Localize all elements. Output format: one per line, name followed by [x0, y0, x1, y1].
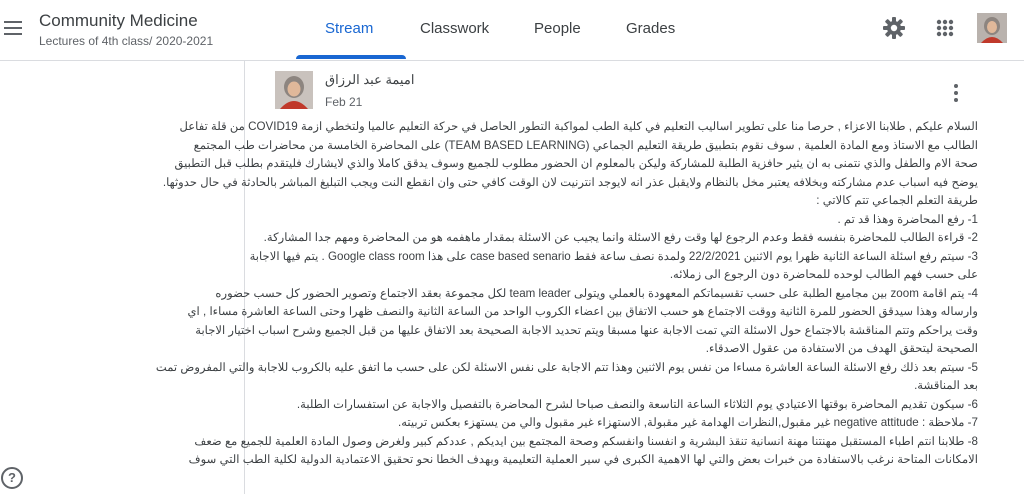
- tab-grades[interactable]: Grades: [626, 20, 676, 37]
- post-line: 4- يتم اقامة zoom بين مجاميع الطلبة على حسب تقسيماتكم المعهودة بالعملي ويتولى team leader لكل مجموعة بعقد الاجتماع وتصوير الحضور كل حسب حضوره: [215, 286, 978, 300]
- post-line: 6- سيكون تقديم المحاضرة بوقتها الاعتيادي يوم الثلاثاء الساعة التاسعة والنصف صباحا لشرح المحاضرة بالتفصيل والاجابة عن استفسارات الطلبة.: [296, 397, 978, 411]
- post-date: Feb 21: [325, 95, 363, 109]
- tab-classwork[interactable]: Classwork: [420, 20, 490, 37]
- more-options-icon[interactable]: [948, 82, 964, 104]
- active-tab-indicator: [296, 55, 406, 59]
- post-line: 5- سيتم بعد ذلك رفع الاسئلة الساعة العاشرة مساءا من نفس يوم الاثنين وهذا تتم الاجابة على نفس الاسئلة لكن على حسب ما اتفق عليه بالكروب للاجابة والتي المفروض تمت: [155, 360, 978, 374]
- post-line: الامكانات المتاحة نرغب بالاستفادة من خبرات بعض والتي لها الاهمية الكبرى في سير العملية التعليمية وبهدف الخطا نحو تحقيق الاعتمادية الدولية لكلية الطب التي سوف: [188, 453, 978, 466]
- post-line: 3- سيتم رفع اسئلة الساعة الثانية ظهرا يوم الاثنين 22/2/2021 ولمدة نصف ساعة فقط case based senario على هذا Google class room . يتم فيها الاجابة: [249, 249, 978, 263]
- tab-people[interactable]: People: [534, 20, 581, 37]
- post-body: [155, 118, 978, 494]
- post-line: الصحيحة ليتحقق الهدف من الاستفادة من عقول الاصدقاء.: [705, 342, 978, 355]
- post-author: اميمة عبد الرزاق: [325, 72, 415, 87]
- post-line: صحة الام والطفل والذي نتمنى به ان يثير حافزية الطلبة للمشاركة وليكن بالمعلوم ان الحضور مطلوب للجميع وسوف يدقق كاملا والذي لايشارك فليتقدم بطلب قبل التطبيق: [174, 157, 978, 170]
- post-line: بعد المناقشة.: [914, 379, 978, 392]
- post-line: السلام عليكم , طلابنا الاعزاء , حرصا منا على تطوير اساليب التعليم في كلية الطب لمواكبة التطور الحاصل في حركة التعليم عالميا ولتخطي ازمة COVID19 من قلة تفاعل: [179, 120, 978, 133]
- post-line: 8- طلابنا انتم اطباء المستقبل مهنتنا مهنة انسانية تنقذ البشرية و انفسنا وانفسكم وصحة المجتمع بين ايديكم , عددكم كبير ولغرض وصول المادة العلمية للجميع مع ضعف: [194, 434, 978, 448]
- help-icon[interactable]: ?: [1, 467, 23, 489]
- post-line: وقت يراحكم وتتم المناقشة بالاجتماع حول الاسئلة التي تمت الاجابة عنها مسبقا ويتم تحديد الاجابة الصحيحة بعد الاتفاق عليها من قبل الجميع وشرح اسباب اختيار الاجابة: [195, 323, 978, 337]
- author-avatar: [275, 71, 313, 109]
- settings-gear-icon[interactable]: [880, 14, 908, 42]
- class-section: Lectures of 4th class/ 2020-2021: [39, 34, 214, 48]
- post-line: الطالب مع الاستاذ ومع المادة العلمية , سوف نقوم بتطبيق طريقة التعليم الجماعي (TEAM BASED LEARNING) على المحاضرة الخامسة من محاضرات طب المجتمع: [193, 138, 978, 152]
- post-line: وارساله وهذا سيدقق الحضور للمرة الثانية ووقت الاجتماع هو حسب الاتفاق بين اعضاء الكروب الواحد من الساعة الثانية والنصف ظهرا وحتى الساعة العاشرة مساءا , اي: [187, 305, 978, 318]
- class-title[interactable]: Community Medicine: [39, 11, 198, 30]
- post-line: 1- رفع المحاضرة وهذا قد تم .: [837, 212, 978, 226]
- post-line: طريقة التعلم الجماعي تتم كالاتي :: [816, 194, 978, 207]
- post-line: على حسب فهم الطالب لوحده للمحاضرة دون الرجوع الى زملائه.: [669, 268, 978, 281]
- post-line: يوضح فيه اسباب عدم مشاركته وبخلافه يعتبر مخل بالنظام ولايقبل عذر انه لايوجد انترنيت لان الوقت كافي حتى وان انقطع النت ويجب التبليغ المباشر بالحادثة في حال حدوثها.: [162, 175, 978, 189]
- tab-stream[interactable]: Stream: [325, 20, 374, 37]
- post-line: 2- قراءة الطالب للمحاضرة بنفسه فقط وعدم الرجوع لها وقت رفع الاسئلة وانما يجيب عن الاسئلة بمقدار ماهفمه هو من المحاضرة ومهم جدا المشاركة.: [263, 231, 978, 244]
- user-avatar[interactable]: [977, 13, 1007, 43]
- top-app-bar: [0, 0, 1024, 61]
- apps-grid-icon[interactable]: [931, 14, 959, 42]
- post-line: 7- ملاحظة : negative attitude غير مقبول,النظرات الهدامة غير مقبولة, الاستهزاء غير مقبول والي من يستهزء بعكس تربيته.: [398, 416, 978, 429]
- menu-icon[interactable]: [2, 17, 24, 39]
